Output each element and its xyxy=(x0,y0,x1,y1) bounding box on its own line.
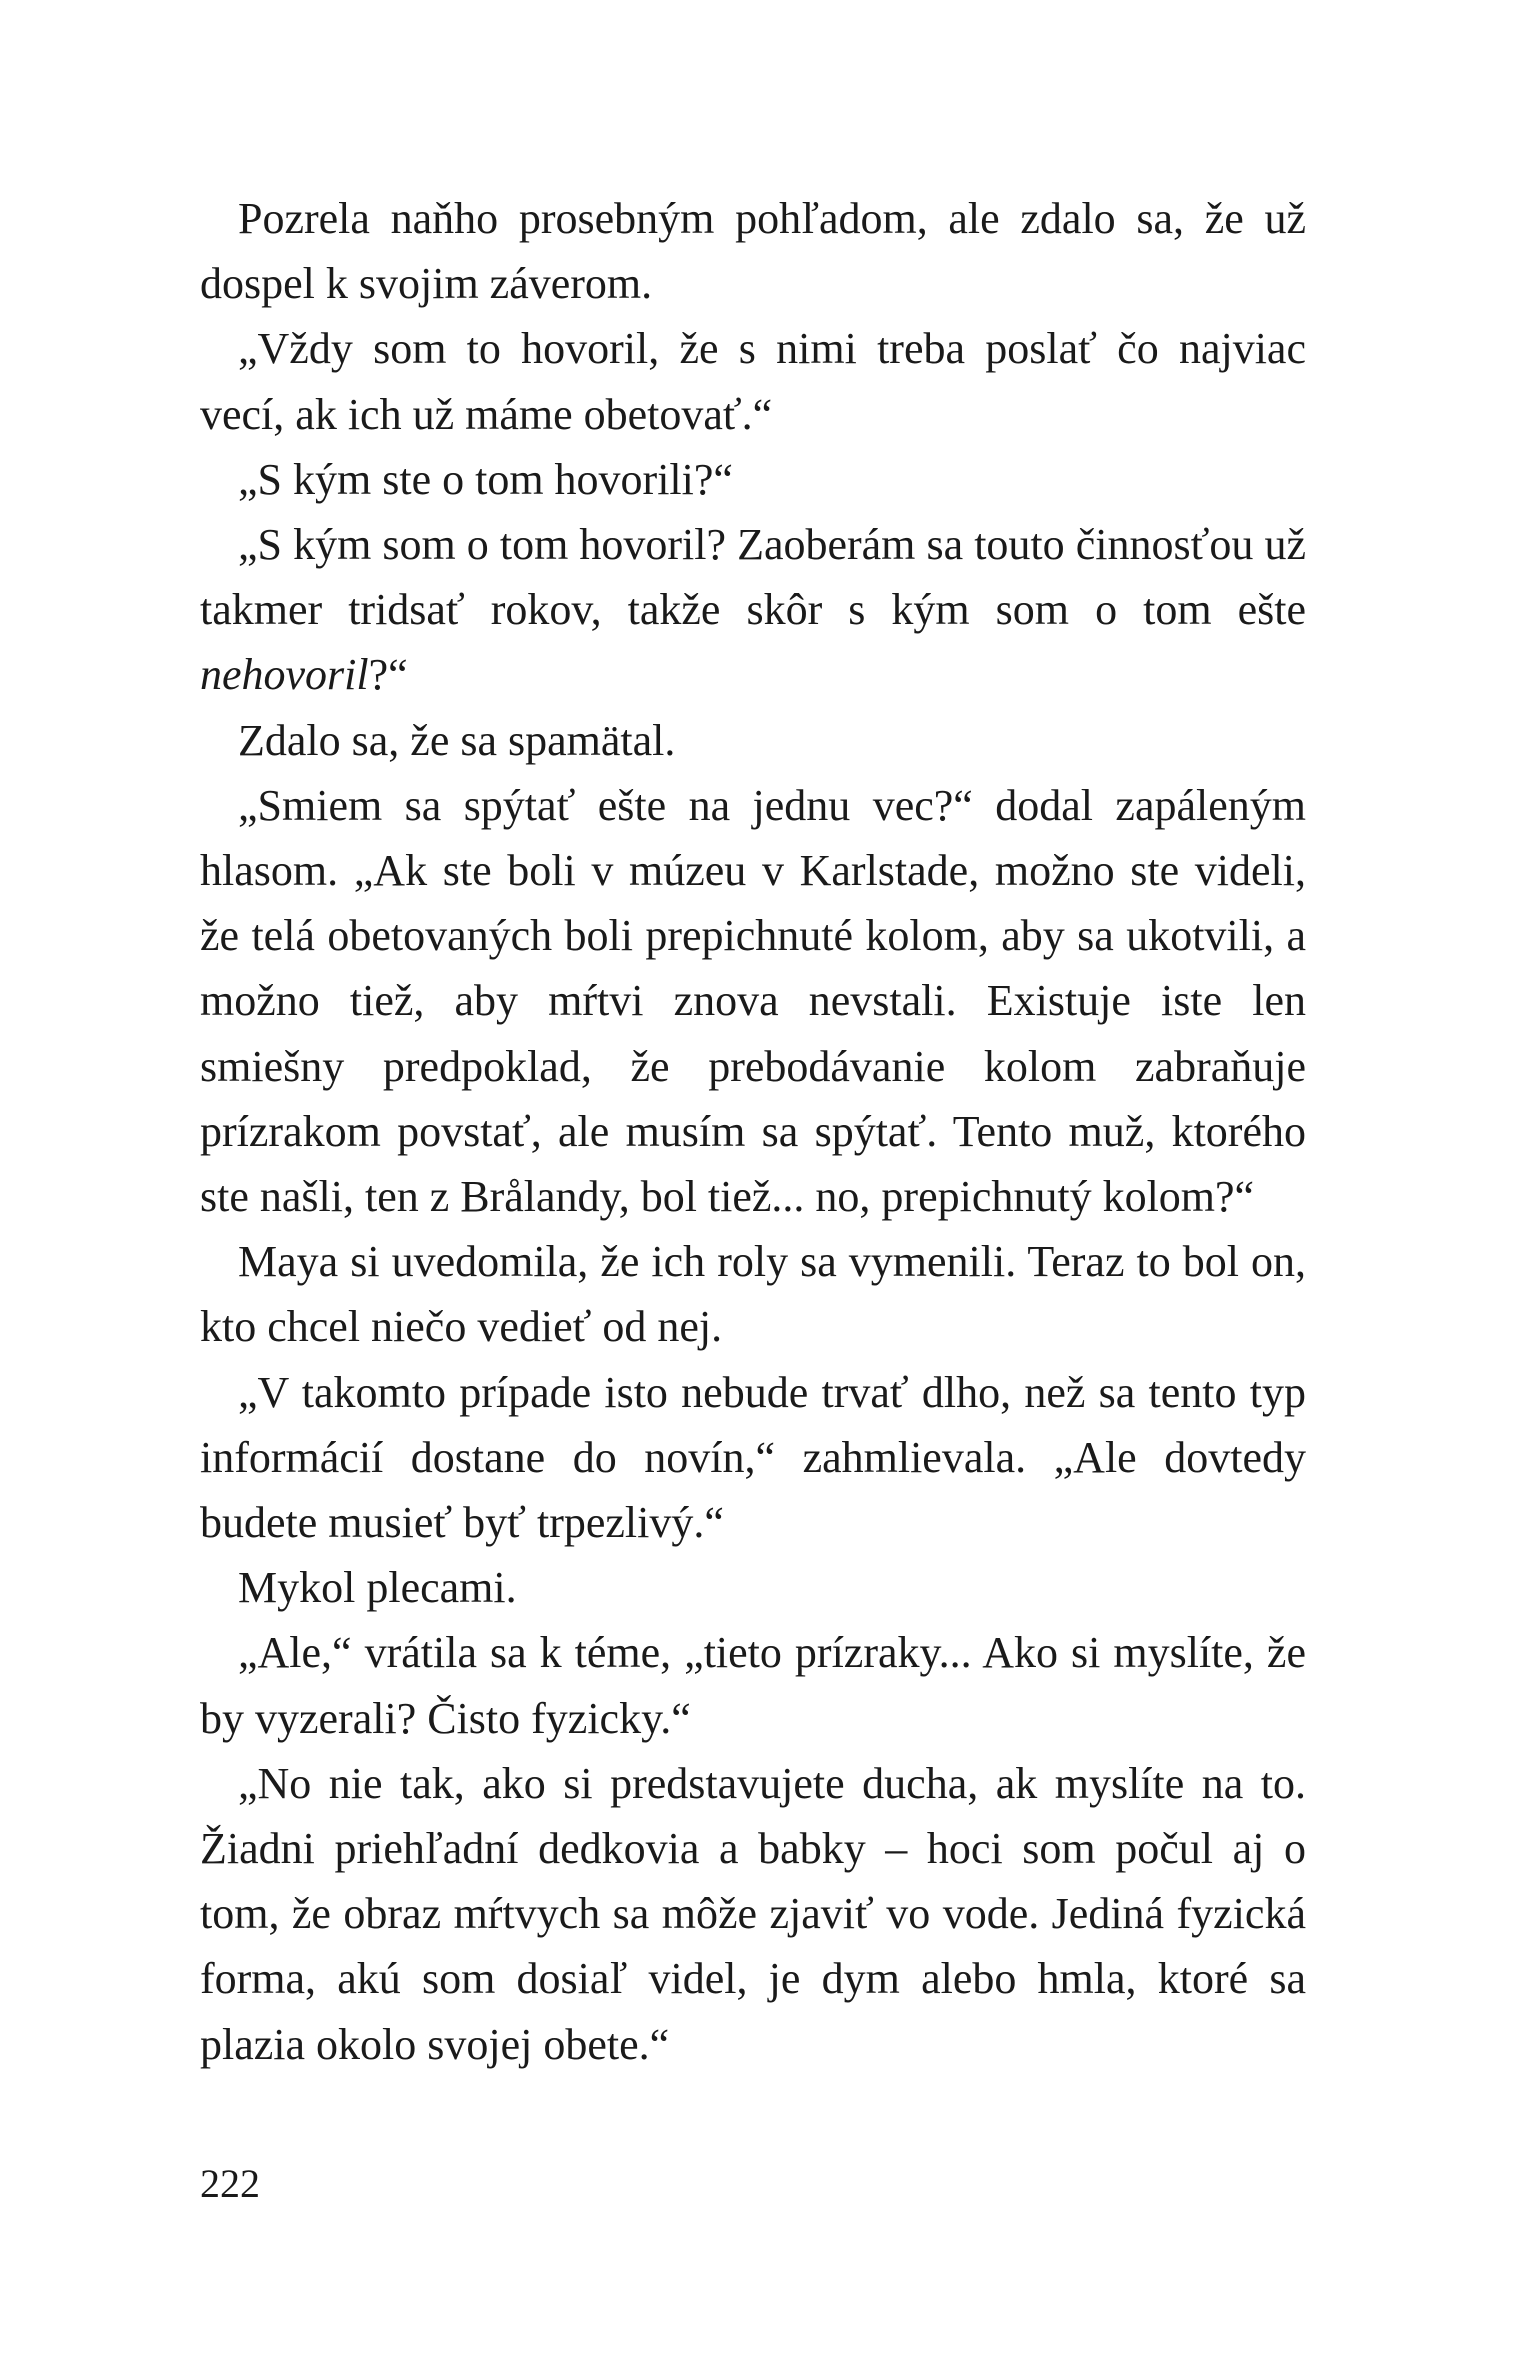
paragraph-4 xyxy=(200,512,1306,708)
paragraph-text: Mykol plecami. xyxy=(238,1563,517,1613)
paragraph-11 xyxy=(200,1751,1306,2077)
paragraph-text: „S kým ste o tom hovorili?“ xyxy=(238,454,733,504)
paragraph-6 xyxy=(200,773,1306,1229)
paragraph-5 xyxy=(200,708,1306,773)
paragraph-text: „Vždy som to hovoril, že s nimi treba poslať čo najviac vecí, ak ich už máme obetovať.“ xyxy=(200,324,1306,439)
emphasized-word: nehovoril xyxy=(200,650,369,700)
page-number: 222 xyxy=(200,2161,260,2206)
paragraph-text-end: ?“ xyxy=(368,650,408,700)
paragraph-7 xyxy=(200,1229,1306,1359)
paragraph-1 xyxy=(200,186,1306,316)
paragraph-2 xyxy=(200,316,1306,446)
paragraph-text: Zdalo sa, že sa spamätal. xyxy=(238,715,676,765)
paragraph-9 xyxy=(200,1555,1306,1620)
paragraph-text: Maya si uvedomila, že ich roly sa vymenili. Teraz to bol on, kto chcel niečo vedieť od nej. xyxy=(200,1237,1306,1352)
paragraph-text: „S kým som o tom hovoril? Zaoberám sa touto činnosťou už takmer tridsať rokov, takže skôr s kým som o tom ešte xyxy=(200,520,1306,635)
body-text xyxy=(200,186,1306,2077)
paragraph-text: „V takomto prípade isto nebude trvať dlho, než sa tento typ informácií dostane do novín,“ zahmlievala. „Ale dovtedy budete musieť byť trpezlivý.“ xyxy=(200,1367,1306,1548)
paragraph-text: „Smiem sa spýtať ešte na jednu vec?“ dodal zapáleným hlasom. „Ak ste boli v múzeu v Karlstade, možno ste videli, že telá obetovaných boli prepichnuté kolom, aby sa ukotvili, a možno tiež, aby mŕtvi znova nevstali. Existuje iste len smiešny predpoklad, že prebodávanie kolom zabraňuje prízrakom povstať, ale musím sa spýtať. Tento muž, ktorého ste našli, ten z Brålandy, bol tiež... no, prepichnutý kolom?“ xyxy=(200,780,1306,1222)
paragraph-8 xyxy=(200,1360,1306,1556)
paragraph-text: „Ale,“ vrátila sa k téme, „tieto prízraky... Ako si myslíte, že by vyzerali? Čisto fyzicky.“ xyxy=(200,1628,1306,1743)
paragraph-10 xyxy=(200,1620,1306,1750)
paragraph-text: „No nie tak, ako si predstavujete ducha, ak myslíte na to. Žiadni priehľadní dedkovia a babky – hoci som počul aj o tom, že obraz mŕtvych sa môže zjaviť vo vode. Jediná fyzická forma, akú som dosiaľ videl, je dym alebo hmla, ktoré sa plazia okolo svojej obete.“ xyxy=(200,1758,1306,2069)
paragraph-3 xyxy=(200,447,1306,512)
paragraph-text: Pozrela naňho prosebným pohľadom, ale zdalo sa, že už dospel k svojim záverom. xyxy=(200,194,1306,309)
